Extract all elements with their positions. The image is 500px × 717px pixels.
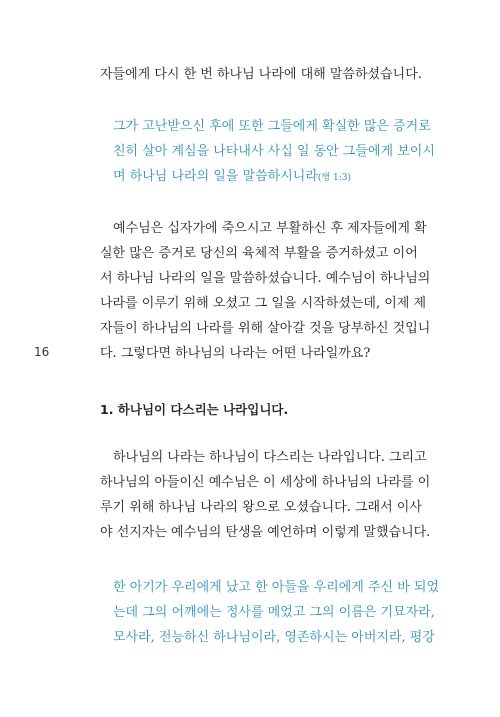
- quote-line-text: 며 하나님 나라의 일을 말씀하시니라: [113, 169, 318, 184]
- page-number: 16: [34, 345, 50, 359]
- scripture-reference: (행 1:3): [317, 173, 351, 183]
- quote-line: 한 아기가 우리에게 났고 한 아들을 우리에게 주신 바 되었: [113, 580, 440, 595]
- body-paragraph: [100, 445, 431, 545]
- paragraph-line: 예수님은 십자가에 죽으시고 부활하신 후 제자들에게 확: [113, 221, 427, 236]
- body-paragraph: [100, 216, 431, 366]
- paragraph-line: 나라를 이루기 위해 오셨고 그 일을 시작하셨는데, 이제 제: [100, 296, 427, 311]
- quote-line: 는데 그의 어깨에는 정사를 메었고 그의 이름은 기묘자라,: [113, 605, 435, 620]
- quote-line: 그가 고난받으신 후에 또한 그들에게 확실한 많은 증거로: [113, 119, 431, 134]
- paragraph-line: 실한 많은 증거로 당신의 육체적 부활을 증거하셨고 이어: [100, 246, 418, 261]
- paragraph-line: 서 하나님 나라의 일을 말씀하셨습니다. 예수님이 하나님의: [100, 271, 431, 286]
- section-heading: [100, 397, 422, 422]
- paragraph-line: 야 선지자는 예수님의 탄생을 예언하며 이렇게 말했습니다.: [100, 525, 431, 540]
- paragraph-line: 루기 위해 하나님 나라의 왕으로 오셨습니다. 그래서 이사: [100, 500, 422, 515]
- scripture-quote: [113, 575, 440, 650]
- scripture-quote: [113, 114, 435, 189]
- paragraph-line: 하나님의 나라는 하나님이 다스리는 나라입니다. 그리고: [113, 450, 427, 465]
- paragraph-line: 자들에게 다시 한 번 하나님 나라에 대해 말씀하셨습니다.: [100, 67, 422, 82]
- quote-line: [113, 164, 423, 189]
- heading-text: 1. 하나님이 다스리는 나라입니다.: [100, 402, 289, 417]
- paragraph-line: 다. 그렇다면 하나님의 나라는 어떤 나라일까요?: [100, 346, 371, 361]
- paragraph-continuation: [100, 62, 422, 87]
- paragraph-line: 자들이 하나님의 나라를 위해 살아갈 것을 당부하신 것입니: [100, 321, 431, 336]
- paragraph-line: 하나님의 아들이신 예수님은 이 세상에 하나님의 나라를 이: [100, 475, 431, 490]
- quote-line: 모사라, 전능하신 하나님이라, 영존하시는 아버지라, 평강: [113, 630, 435, 645]
- quote-line: 친히 살아 계심을 나타내사 사십 일 동안 그들에게 보이시: [113, 144, 435, 159]
